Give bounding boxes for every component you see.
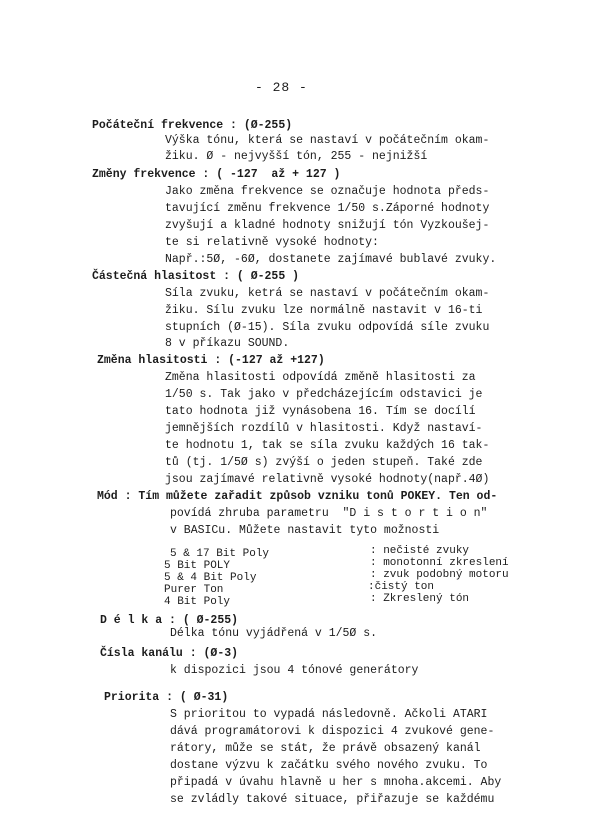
text-line: Např.:5Ø, -6Ø, dostanete zajímavé bublavé zvuky.: [165, 253, 497, 266]
text-line: tato hodnota již vynásobena 16. Tím se docílí: [165, 405, 476, 418]
text-line: tavující změnu frekvence 1/50 s.Záporné hodnoty: [165, 202, 490, 215]
mode-option-left: 5 & 17 Bit Poly: [170, 548, 270, 560]
mode-option-right: : zvuk podobný motoru: [370, 569, 509, 581]
text-line: S prioritou to vypadá následovně. Ačkoli ATARI: [170, 708, 488, 721]
section-heading-mod: Mód : Tím můžete zařadit způsob vzniku tonů POKEY. Ten od-: [97, 490, 498, 503]
text-line: tů (tj. 1/5Ø s) zvýší o jeden stupeň. Také zde: [165, 456, 483, 469]
mode-option-left: Purer Ton: [164, 584, 224, 596]
text-line: rátory, může se stát, že právě obsazený kanál: [170, 742, 481, 755]
page-number: - 28 -: [255, 80, 308, 95]
section-heading-castecna-hlasitost: Částečná hlasitost : ( Ø-255 ): [92, 270, 300, 283]
section-heading-priorita: Priorita : ( Ø-31): [104, 691, 229, 704]
text-line: Jako změna frekvence se označuje hodnota předs-: [165, 185, 490, 198]
section-heading-pocatecni-frekvence: Počáteční frekvence : (Ø-255): [92, 119, 293, 132]
text-line: stupních (Ø-15). Síla zvuku odpovídá síle zvuku: [165, 321, 490, 334]
text-line: se zvládly takové situace, přiřazuje se každému: [170, 793, 495, 806]
text-line: žiku. Sílu zvuku lze normálně nastavit v 16-ti: [165, 304, 483, 317]
mode-option-right: : monotonní zkreslení: [370, 557, 509, 569]
mode-option-left: 4 Bit Poly: [164, 596, 231, 608]
section-heading-delka: D é l k a : ( Ø-255): [100, 614, 239, 627]
section-heading-cisla-kanalu: Čísla kanálu : (Ø-3): [100, 647, 239, 660]
mode-option-right: :čistý ton: [368, 581, 435, 593]
mode-option-left: 5 & 4 Bit Poly: [164, 572, 257, 584]
text-line: jemnějších rozdílů v hlasitosti. Když nastaví-: [165, 422, 483, 435]
mode-option-left: 5 Bit POLY: [164, 560, 231, 572]
text-line: 1/50 s. Tak jako v předcházejícím odstavici je: [165, 388, 483, 401]
text-line: te si relativně vysoké hodnoty:: [165, 236, 379, 249]
mode-option-right: : nečisté zvuky: [370, 545, 470, 557]
text-line: Výška tónu, která se nastaví v počátečním okam-: [165, 134, 490, 147]
text-line: Délka tónu vyjádřená v 1/5Ø s.: [170, 627, 378, 640]
text-line: zvyšují a kladné hodnoty snižují tón Vyzkoušej-: [165, 219, 490, 232]
text-line: k dispozici jsou 4 tónové generátory: [170, 664, 419, 677]
section-heading-zmena-hlasitosti: Změna hlasitosti : (-127 až +127): [97, 354, 325, 367]
mode-option-right: : Zkreslený tón: [370, 593, 470, 605]
section-heading-zmeny-frekvence: Změny frekvence : ( -127 až + 127 ): [92, 168, 341, 181]
text-line: jsou zajímavé relativně vysoké hodnoty(např.4Ø): [165, 473, 490, 486]
text-line: připadá v úvahu hlavně u her s mnoha.akcemi. Aby: [170, 776, 502, 789]
text-line: v BASICu. Můžete nastavit tyto možnosti: [170, 524, 440, 537]
text-line: dává programátorovi k dispozici 4 zvukové gene-: [170, 725, 495, 738]
text-line: 8 v příkazu SOUND.: [165, 337, 290, 350]
text-line: Síla zvuku, ketrá se nastaví v počátečním okam-: [165, 287, 490, 300]
text-line: povídá zhruba parametru "D i s t o r t i o n": [170, 507, 488, 520]
text-line: žiku. Ø - nejvyšší tón, 255 - nejnižší: [165, 150, 428, 163]
text-line: Změna hlasitosti odpovídá změně hlasitosti za: [165, 371, 476, 384]
text-line: dostane výzvu k začátku svého nového zvuku. To: [170, 759, 488, 772]
text-line: te hodnotu 1, tak se síla zvuku každých 16 tak-: [165, 439, 490, 452]
